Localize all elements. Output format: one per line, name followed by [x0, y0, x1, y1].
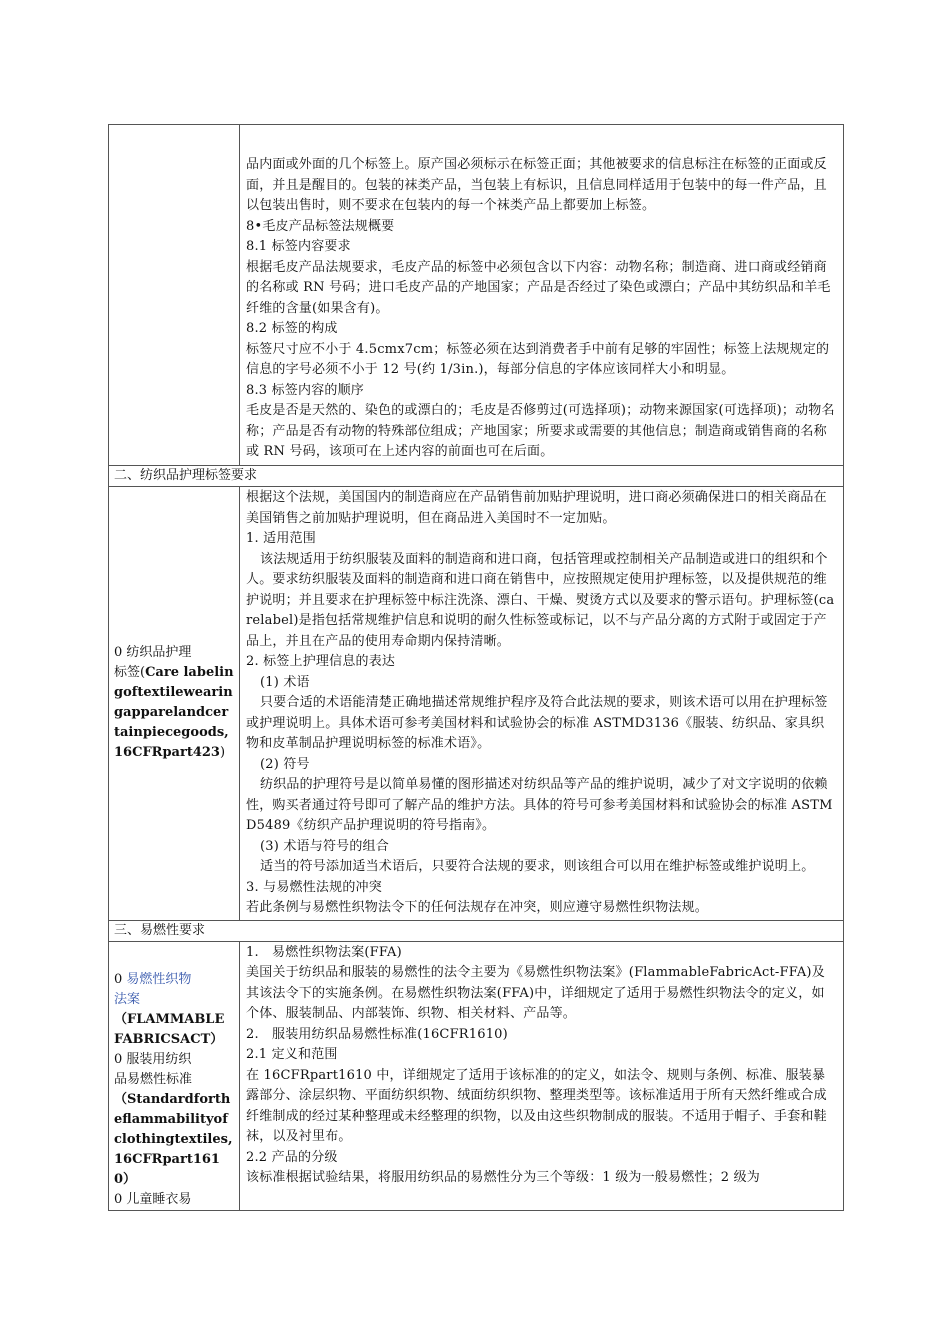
section-header-row	[109, 466, 844, 487]
heading: 1. 易燃性织物法案(FFA)	[246, 944, 402, 960]
section-header-row	[109, 920, 844, 941]
subheading: 2.2 产品的分级	[246, 1149, 338, 1165]
left-label-text: 标签(	[114, 665, 146, 681]
ffa-english-bold: （FLAMMABLE FABRICSACT）	[114, 1011, 225, 1047]
paragraph: 毛皮是否是天然的、染色的或漂白的；毛皮是否修剪过(可选择项)；动物来源国家(可选择项)；动物名称；产品是否有动物的特殊部位组成；产地国家；所要求或需要的其他信息；制造商或销售商的名称或 RN 号码，该项可在上述内容的前面也可在后面。	[246, 403, 835, 459]
left-label-bold: Care labelingoftextilewearingapparelandcertainpiecegoods, 16CFRpart423	[114, 665, 234, 761]
paragraph: 美国关于纺织品和服装的易燃性的法令主要为《易燃性织物法案》(FlammableFabricAct-FFA)及其该法令下的实施条例。在易燃性织物法案(FFA)中，详细规定了适用于易燃性织物法令的定义，如个体、服装制品、内部装饰、织物、相关材料、产品等。	[246, 965, 825, 1021]
left-item-clothing: 0 服装用纺织	[114, 1051, 192, 1067]
regulation-table	[108, 124, 844, 1211]
document-table-wrapper	[108, 124, 843, 1211]
heading-8-2: 8.2 标签的构成	[246, 321, 338, 336]
fur-label-row	[109, 125, 844, 466]
ffa-link[interactable]: 易燃性织物	[126, 971, 192, 987]
paragraph: 标签尺寸应不小于 4.5cmx7cm；标签必须在达到消费者手中前有足够的牢固性；标签上法规规定的信息的字号必须不小于 12 号(约 1/3in.)，每部分信息的字体应该同样大小和明显。	[246, 341, 830, 377]
flammability-content	[240, 941, 844, 1210]
ffa-english	[114, 1010, 234, 1050]
subheading: 2.1 定义和范围	[246, 1047, 338, 1062]
section-title: 二、纺织品护理标签要求	[114, 468, 258, 483]
heading: 2. 标签上护理信息的表达	[246, 654, 396, 669]
left-label-suffix: )	[219, 745, 226, 761]
section-title: 三、易燃性要求	[114, 922, 206, 938]
subheading: (3) 术语与符号的组合	[260, 838, 389, 854]
paragraph: 根据毛皮产品法规要求，毛皮产品的标签中必须包含以下内容：动物名称；制造商、进口商或经销商的名称或 RN 号码；进口毛皮产品的产地国家；产品是否经过了染色或漂白；产品中其纺织品和羊毛纤维的含量(如果含有)。	[246, 259, 831, 316]
paragraph: 品内面或外面的几个标签上。原产国必须标示在标签正面；其他被要求的信息标注在标签的正面或反面，并且是醒目的。包装的袜类产品，当包装上有标识，且信息同样适用于包装中的每一件产品，且以包装出售时，则不要求在包装内的每一个袜类产品上都要加上标签。	[246, 157, 827, 213]
heading: 1. 适用范围	[246, 531, 316, 546]
paragraph: 该法规适用于纺织服装及面料的制造商和进口商，包括管理或控制相关产品制造或进口的组织和个人。要求纺织服装及面料的制造商和进口商在销售中，应按照规定使用护理标签，以及提供规范的维护说明；并且要求在护理标签中标注洗涤、漂白、干燥、熨烫方式以及要求的警示语句。护理标签(carelabel)是指包括常规维护信息和说明的耐久性标签或标记，以不与产品分离的方式附于或固定于产品上，并且在产品的使用寿命期内保持清晰。	[246, 551, 835, 649]
paragraph: 只要合适的术语能清楚正确地描述常规维护程序及符合此法规的要求，则该术语可以用在护理标签或护理说明上。具体术语可参考美国材料和试验协会的标准 ASTMD3136《服装、纺织品、家具织物和皮革制品护理说明标签的标准术语》。	[246, 695, 828, 751]
fur-label-content	[240, 125, 844, 466]
paragraph: 根据这个法规，美国国内的制造商应在产品销售前加贴护理说明，进口商必须确保进口的相关商品在美国销售之前加贴护理说明，但在商品进入美国时不一定加贴。	[246, 490, 827, 526]
ffa-link-continued[interactable]: 法案	[114, 991, 141, 1007]
paragraph: 该标准根据试验结果，将服用纺织品的易燃性分为三个等级：1 级为一般易燃性；2 级为	[246, 1170, 761, 1185]
flammability-left-cell	[109, 941, 240, 1210]
clothing-standard-english	[114, 1090, 234, 1190]
heading-8-3: 8.3 标签内容的顺序	[246, 382, 365, 398]
subheading: (2) 符号	[260, 756, 310, 772]
paragraph: 适当的符号添加适当术语后，只要符合法规的要求，则该组合可以用在维护标签或维护说明上。	[260, 859, 815, 874]
left-item-ffa	[114, 970, 234, 990]
left-item-clothing-2: 品易燃性标准	[114, 1071, 193, 1087]
paragraph: 若此条例与易燃性织物法令下的任何法规存在冲突，则应遵守易燃性织物法规。	[246, 900, 709, 915]
clothing-standard-bold: （Standardfortheflammabilityofclothingtextiles, 16CFRpart1610）	[114, 1091, 233, 1187]
subheading: (1) 术语	[260, 674, 310, 690]
paragraph: 在 16CFRpart1610 中，详细规定了适用于该标准的的定义，如法令、规则与条例、标准、服装暴露部分、涂层织物、平面纺织织物、绒面纺织织物、整理类型等。该标准适用于所有天然纤维或合成纤维制成的经过某种整理或未经整理的织物，以及由这些织物制成的服装。不适用于帽子、手套和鞋袜，以及衬里布。	[246, 1067, 827, 1144]
left-label-line1: 0 纺织品护理	[114, 645, 192, 661]
bullet-prefix: 0	[114, 971, 127, 987]
care-label-row	[109, 487, 844, 921]
section-title-flammability	[109, 920, 844, 941]
section-title-care	[109, 466, 844, 487]
left-item-children: 0 儿童睡衣易	[114, 1191, 192, 1207]
flammability-row	[109, 941, 844, 1210]
left-empty-cell	[109, 125, 240, 466]
heading: 2. 服装用纺织品易燃性标准(16CFR1610)	[246, 1026, 508, 1042]
heading-fur-summary: 8•毛皮产品标签法规概要	[246, 218, 395, 234]
heading: 3. 与易燃性法规的冲突	[246, 879, 382, 895]
care-label-left-cell	[109, 487, 240, 921]
care-label-content	[240, 487, 844, 921]
heading-8-1: 8.1 标签内容要求	[246, 239, 351, 254]
paragraph: 纺织品的护理符号是以简单易懂的图形描述对纺织品等产品的维护说明，减少了对文字说明的依赖性，购买者通过符号即可了解产品的维护方法。具体的符号可参考美国材料和试验协会的标准 ASTMD5489《纺织产品护理说明的符号指南》。	[246, 777, 833, 833]
left-label-body	[114, 663, 234, 763]
